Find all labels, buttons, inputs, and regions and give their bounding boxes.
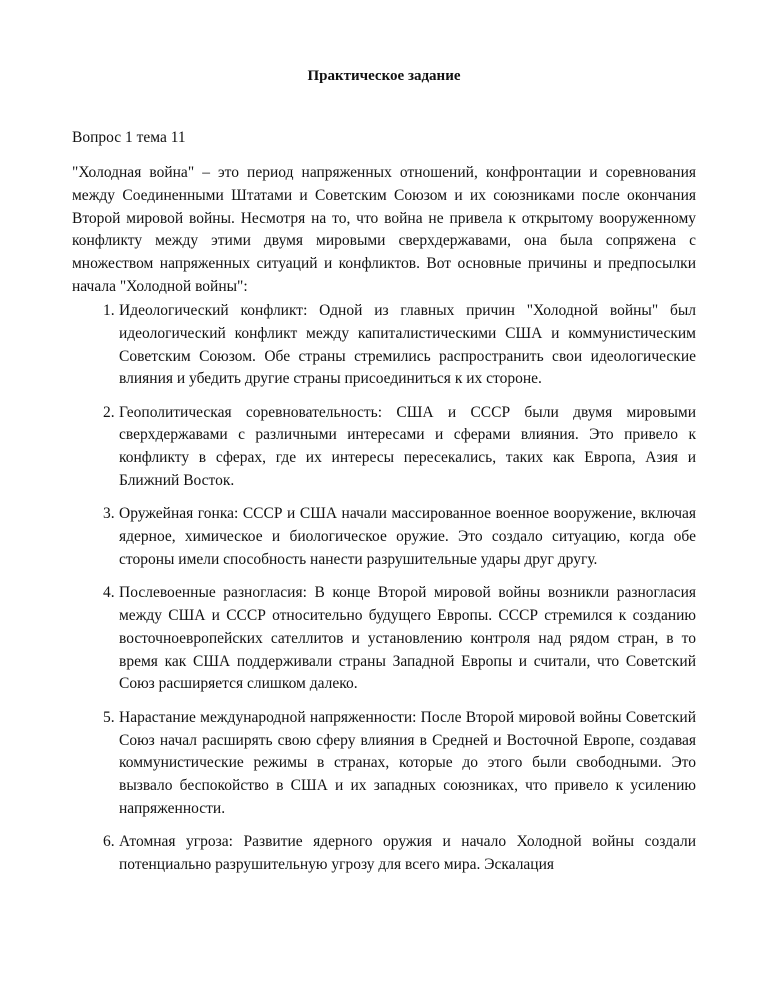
question-heading: Вопрос 1 тема 11 bbox=[72, 129, 186, 146]
list-number: 2. bbox=[103, 403, 115, 421]
reasons-list bbox=[72, 300, 696, 887]
list-item bbox=[72, 402, 696, 493]
list-item-text: Идеологический конфликт: Одной из главных причин "Холодной войны" был идеологический конфликт между капиталистическими США и коммунистическим Советским Союзом. Обе страны стремились распространить свои идеологические влияния и убедить другие страны присоединиться к их стороне. bbox=[119, 302, 696, 388]
list-item-text: Нарастание международной напряженности: После Второй мировой войны Советский Союз начал расширять свою сферу влияния в Средней и Восточной Европе, создавая коммунистические режимы в странах, которые до этого были свободными. Это вызвало беспокойство в США и их западных союзниках, что привело к усилению напряженности. bbox=[119, 708, 696, 817]
list-number: 3. bbox=[103, 505, 115, 523]
list-item bbox=[72, 503, 696, 571]
list-item-text: Геополитическая соревновательность: США и СССР были двумя мировыми сверхдержавами с различными интересами и сферами влияния. Это привело к конфликту в сферах, где их интересы пересекались, таких как Европа, Азия и Ближний Восток. bbox=[119, 403, 696, 490]
list-number: 5. bbox=[103, 708, 115, 726]
list-number: 1. bbox=[103, 302, 115, 319]
list-number: 4. bbox=[103, 584, 115, 602]
list-item bbox=[72, 582, 696, 696]
list-item-text: Оружейная гонка: СССР и США начали массированное военное вооружение, включая ядерное, химическое и биологическое оружие. Это создало ситуацию, когда обе стороны имели способность нанести разрушительные удары друг другу. bbox=[119, 505, 696, 568]
document-title: Практическое задание bbox=[307, 68, 461, 84]
list-item-text: Атомная угроза: Развитие ядерного оружия и начало Холодной войны создали потенциально разрушительную угрозу для всего мира. Эскалация bbox=[119, 833, 696, 874]
list-item bbox=[72, 300, 696, 391]
list-item-text: Послевоенные разногласия: В конце Второй мировой войны возникли разногласия между США и СССР относительно будущего Европы. СССР стремился к созданию восточноевропейских сателлитов и установлению контроля над рядом стран, в то время как США поддерживали страны Западной Европы и считали, что Советский Союз расширяется слишком далеко. bbox=[119, 584, 696, 693]
list-item bbox=[72, 707, 696, 821]
list-item bbox=[72, 831, 696, 877]
list-number: 6. bbox=[103, 833, 115, 851]
intro-paragraph: "Холодная война" – это период напряженных отношений, конфронтации и соревнования между Соединенными Штатами и Советским Союзом и их союзниками после окончания Второй мировой войны. Несмотря на то, что война не привела к открытому вооруженному конфликту между этими двумя мировыми сверхдержавами, она была сопряжена с множеством напряженных ситуаций и конфликтов. Вот основные причины и предпосылки начала "Холодной войны": bbox=[72, 164, 696, 295]
